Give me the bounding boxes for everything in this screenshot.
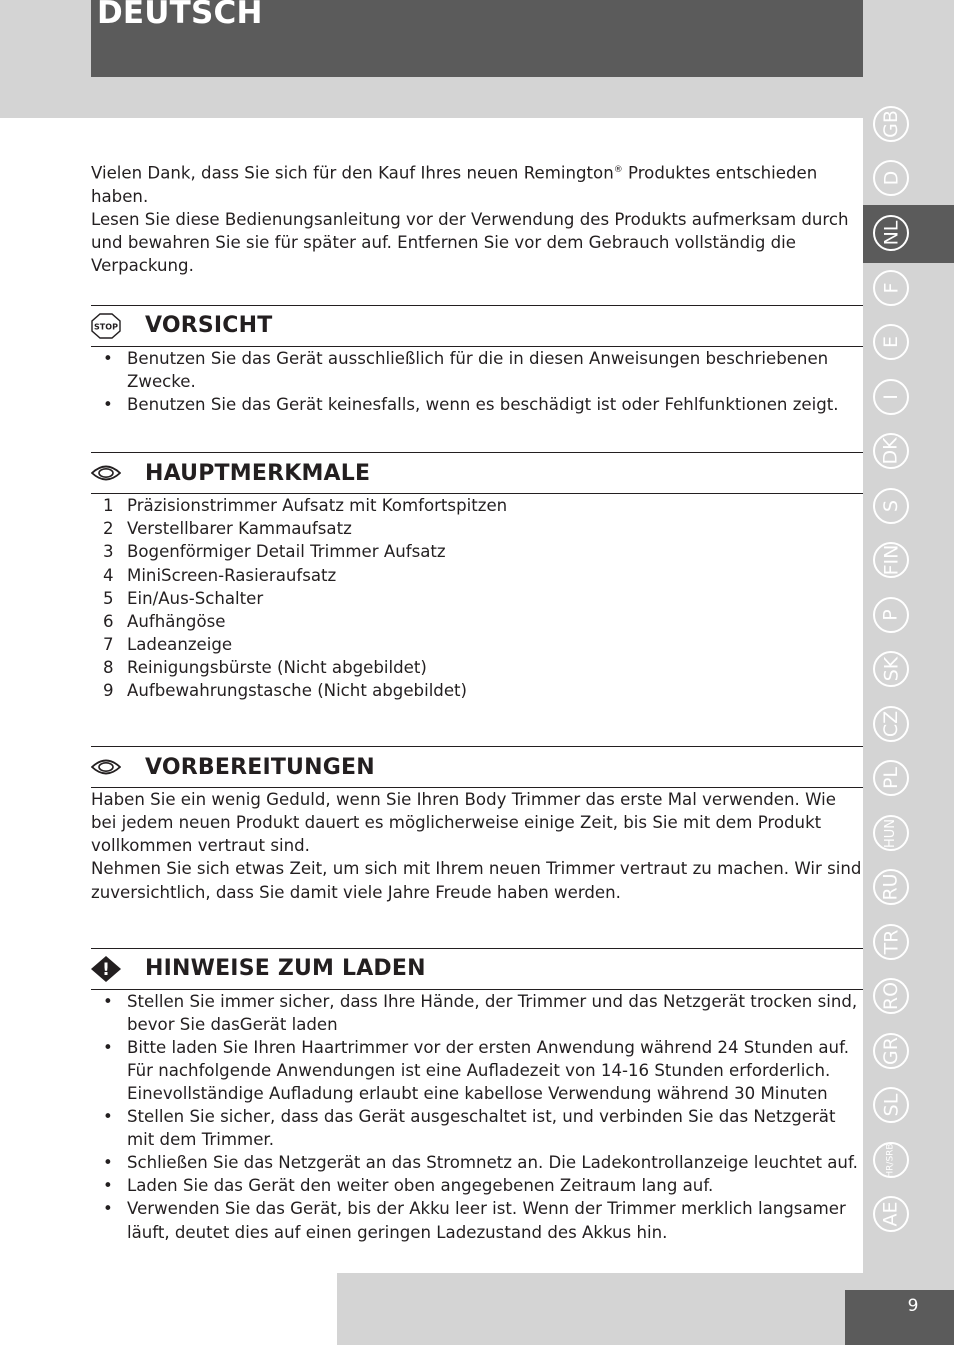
lang-tab-hun[interactable]: HUN bbox=[873, 815, 909, 851]
intro-paragraph-2: Lesen Sie diese Bedienungsanleitung vor der Verwendung des Produkts aufmerksam durch und bewahren Sie sie für später auf. Entfernen Sie vor dem Gebrauch vollständig die Verpackung. bbox=[91, 209, 849, 275]
stop-icon bbox=[91, 313, 121, 339]
list-item: 9 Aufbewahrungstasche (Nicht abgebildet) bbox=[103, 681, 468, 701]
page-title: DEUTSCH bbox=[97, 0, 263, 31]
lang-tab-ae[interactable]: AE bbox=[873, 1196, 909, 1232]
section-vorbereitungen bbox=[91, 746, 863, 903]
page-number: 9 bbox=[907, 1296, 919, 1316]
section-title: HINWEISE ZUM LADEN bbox=[145, 956, 426, 982]
laden-list bbox=[91, 990, 863, 1244]
section-heading bbox=[91, 747, 863, 787]
list-item: 8 Reinigungsbürste (Nicht abgebildet) bbox=[103, 657, 427, 677]
section-heading bbox=[91, 453, 863, 493]
header-bar bbox=[91, 0, 863, 77]
list-item: • Bitte laden Sie Ihren Haartrimmer vor der ersten Anwendung während 24 Stunden auf. Für nachfolgende Anwendungen ist eine Aufladezeit von 14-16 Stunden erforderlich. Einevollständige Aufladung erlaubt eine kabellose Verwendung während 30 Minuten bbox=[91, 1036, 863, 1105]
eye-icon bbox=[91, 754, 121, 780]
list-item: • Schließen Sie das Netzgerät an das Stromnetz an. Die Ladekontrollanzeige leuchtet auf. bbox=[91, 1151, 863, 1174]
list-item: • Stellen Sie sicher, dass das Gerät ausgeschaltet ist, und verbinden Sie das Netzgerät mit dem Trimmer. bbox=[91, 1105, 863, 1151]
lang-tab-d[interactable]: D bbox=[873, 160, 909, 196]
intro-paragraph-1: Vielen Dank, dass Sie sich für den Kauf Ihres neuen Remington® Produktes entschieden haben. bbox=[91, 163, 818, 206]
section-title: VORBEREITUNGEN bbox=[145, 754, 375, 780]
list-item: • Laden Sie das Gerät den weiter oben angegebenen Zeitraum lang auf. bbox=[91, 1174, 863, 1197]
lang-tab-e[interactable]: E bbox=[873, 324, 909, 360]
lang-tab-p[interactable]: P bbox=[873, 597, 909, 633]
lang-tab-ru[interactable]: RU bbox=[873, 869, 909, 905]
lang-tab-sl[interactable]: SL bbox=[873, 1087, 909, 1123]
main-content bbox=[91, 159, 863, 1244]
eye-icon bbox=[91, 460, 121, 486]
lang-tab-gb[interactable]: GB bbox=[873, 106, 909, 142]
list-item: 2 Verstellbarer Kammaufsatz bbox=[103, 519, 352, 539]
lang-tab-sk[interactable]: SK bbox=[873, 651, 909, 687]
section-hauptmerkmale bbox=[91, 452, 863, 702]
lang-tab-dk[interactable]: DK bbox=[873, 433, 909, 469]
list-item: • Benutzen Sie das Gerät ausschließlich für die in diesen Anweisungen beschriebenen Zwecke. bbox=[91, 347, 863, 393]
list-item: 4 MiniScreen-Rasieraufsatz bbox=[103, 565, 337, 585]
hauptmerkmale-list bbox=[91, 494, 863, 702]
lang-tab-tr[interactable]: TR bbox=[873, 924, 909, 960]
list-item: 3 Bogenförmiger Detail Trimmer Aufsatz bbox=[103, 542, 446, 562]
list-item: 1 Präzisionstrimmer Aufsatz mit Komfortspitzen bbox=[103, 496, 508, 516]
list-item: 5 Ein/Aus-Schalter bbox=[103, 588, 264, 608]
section-title: VORSICHT bbox=[145, 313, 273, 339]
section-heading bbox=[91, 306, 863, 346]
list-item: • Verwenden Sie das Gerät, bis der Akku leer ist. Wenn der Trimmer merklich langsamer läuft, deutet dies auf einen geringen Ladezustand des Akkus hin. bbox=[91, 1197, 863, 1243]
warning-icon bbox=[91, 956, 121, 982]
list-item: • Stellen Sie immer sicher, dass Ihre Hände, der Trimmer und das Netzgerät trocken sind, bevor Sie dasGerät laden bbox=[91, 990, 863, 1036]
vorsicht-list bbox=[91, 347, 863, 416]
vorbereitungen-paragraph-1: Haben Sie ein wenig Geduld, wenn Sie Ihren Body Trimmer das erste Mal verwenden. Wie bei jedem neuen Produkt dauert es möglicherweise einige Zeit, bis Sie mit dem Produkt vollkommen vertraut sind. bbox=[91, 790, 836, 856]
list-item: 7 Ladeanzeige bbox=[103, 634, 233, 654]
lang-tab-s[interactable]: S bbox=[873, 488, 909, 524]
lang-tab-hr-srb[interactable]: HR/SRB bbox=[873, 1142, 909, 1178]
section-heading bbox=[91, 949, 863, 989]
svg-text:!: ! bbox=[102, 959, 110, 980]
list-item: • Benutzen Sie das Gerät keinesfalls, wenn es beschädigt ist oder Fehlfunktionen zeigt. bbox=[91, 393, 863, 416]
lang-tab-i[interactable]: I bbox=[873, 379, 909, 415]
vorbereitungen-paragraph-2: Nehmen Sie sich etwas Zeit, um sich mit Ihrem neuen Trimmer vertraut zu machen. Wir sind zuversichtlich, dass Sie damit viele Jahre Freude haben werden. bbox=[91, 859, 862, 902]
lang-tab-ro[interactable]: RO bbox=[873, 978, 909, 1014]
svg-text:STOP: STOP bbox=[94, 322, 118, 332]
list-item: 6 Aufhängöse bbox=[103, 611, 226, 631]
lang-tab-pl[interactable]: PL bbox=[873, 760, 909, 796]
lang-tab-cz[interactable]: CZ bbox=[873, 706, 909, 742]
lang-tab-nl[interactable]: NL bbox=[873, 215, 909, 251]
page-number-box bbox=[845, 1290, 954, 1345]
section-vorsicht bbox=[91, 305, 863, 416]
lang-tab-gr[interactable]: GR bbox=[873, 1033, 909, 1069]
section-title: HAUPTMERKMALE bbox=[145, 460, 371, 486]
lang-tab-f[interactable]: F bbox=[873, 270, 909, 306]
registered-mark: ® bbox=[613, 165, 623, 175]
section-laden bbox=[91, 948, 863, 1244]
lang-tab-fin[interactable]: FIN bbox=[873, 542, 909, 578]
